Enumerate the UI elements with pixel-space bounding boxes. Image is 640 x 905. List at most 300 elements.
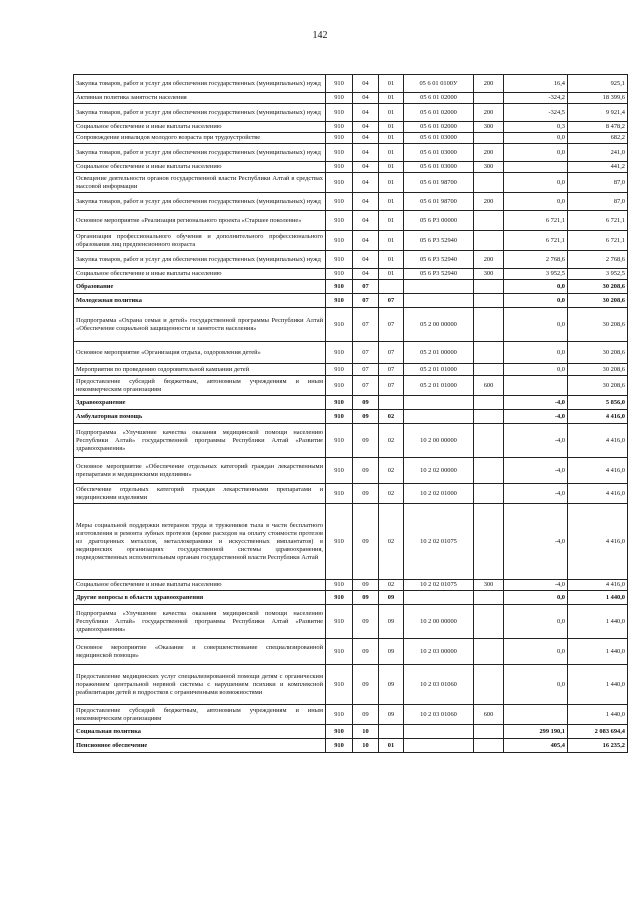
- section-code: 04: [353, 173, 379, 193]
- row-name: Социальная политика: [74, 725, 326, 739]
- subsection-code: 09: [379, 591, 404, 605]
- ministry-code: 910: [326, 211, 353, 231]
- ministry-code: 910: [326, 144, 353, 162]
- subsection-code: 02: [379, 424, 404, 458]
- change-amount: 0,0: [504, 639, 568, 665]
- row-name: Другие вопросы в области здравоохранения: [74, 591, 326, 605]
- change-amount: -4,0: [504, 504, 568, 580]
- target-article-code: 05 2 00 00000: [404, 308, 474, 342]
- subsection-code: 01: [379, 211, 404, 231]
- expense-type-code: [474, 93, 504, 104]
- target-article-code: 05 2 01 01000: [404, 364, 474, 376]
- section-code: 07: [353, 280, 379, 294]
- expense-type-code: 200: [474, 75, 504, 93]
- target-article-code: [404, 410, 474, 424]
- ministry-code: 910: [326, 251, 353, 269]
- change-amount: -4,0: [504, 410, 568, 424]
- section-code: 04: [353, 122, 379, 133]
- row-name: Основное мероприятие «Оказание и совершенствование специализированной медицинской помощи»: [74, 639, 326, 665]
- change-amount: 0,0: [504, 591, 568, 605]
- target-article-code: 05 6 P3 52940: [404, 251, 474, 269]
- subsection-code: 07: [379, 376, 404, 396]
- expense-type-code: [474, 458, 504, 484]
- ministry-code: 910: [326, 591, 353, 605]
- row-name: Основное мероприятие «Организация отдыха, оздоровления детей»: [74, 342, 326, 364]
- section-code: 07: [353, 294, 379, 308]
- target-article-code: 05 6 01 98700: [404, 193, 474, 211]
- ministry-code: 910: [326, 231, 353, 251]
- target-article-code: 05 6 01 03000: [404, 162, 474, 173]
- section-code: 09: [353, 591, 379, 605]
- ministry-code: 910: [326, 133, 353, 144]
- table-row: [74, 705, 628, 725]
- row-name: Подпрограмма «Охрана семьи и детей» государственной программы Республики Алтай «Обеспечение социальной защищенности и занятости населения»: [74, 308, 326, 342]
- page-number: 142: [312, 30, 328, 41]
- subsection-code: 02: [379, 580, 404, 591]
- subsection-code: 01: [379, 104, 404, 122]
- change-amount: 2 768,6: [504, 251, 568, 269]
- target-article-code: 05 6 01 02000: [404, 104, 474, 122]
- table-row: [74, 605, 628, 639]
- ministry-code: 910: [326, 705, 353, 725]
- total-amount: 2 768,6: [568, 251, 628, 269]
- ministry-code: 910: [326, 173, 353, 193]
- row-name: Социальное обеспечение и иные выплаты населению: [74, 580, 326, 591]
- row-name: Социальное обеспечение и иные выплаты населению: [74, 162, 326, 173]
- row-name: Предоставление медицинских услуг специализированной помощи детям с органическим поражением центральной нервной системы с нарушением психики и комплексной реабилитации детей и подростков с ограниченными возможностями: [74, 665, 326, 705]
- target-article-code: 10 2 03 01060: [404, 665, 474, 705]
- ministry-code: 910: [326, 308, 353, 342]
- expense-type-code: 300: [474, 269, 504, 280]
- section-code: 09: [353, 705, 379, 725]
- change-amount: -4,0: [504, 396, 568, 410]
- table-row: [74, 162, 628, 173]
- total-amount: 1 440,0: [568, 665, 628, 705]
- total-amount: 30 208,6: [568, 280, 628, 294]
- expense-type-code: [474, 342, 504, 364]
- table-row: [74, 308, 628, 342]
- section-code: 04: [353, 162, 379, 173]
- target-article-code: 10 2 03 00000: [404, 639, 474, 665]
- subsection-code: 01: [379, 193, 404, 211]
- subsection-code: 01: [379, 739, 404, 753]
- expense-type-code: 600: [474, 705, 504, 725]
- row-name: Основное мероприятие «Реализация регионального проекта «Старшее поколение»: [74, 211, 326, 231]
- total-amount: 6 721,1: [568, 211, 628, 231]
- total-amount: 4 416,0: [568, 424, 628, 458]
- subsection-code: 01: [379, 133, 404, 144]
- section-code: 07: [353, 376, 379, 396]
- section-code: 09: [353, 484, 379, 504]
- change-amount: 3 952,5: [504, 269, 568, 280]
- change-amount: 16,4: [504, 75, 568, 93]
- expense-type-code: 600: [474, 376, 504, 396]
- row-name: Подпрограмма «Улучшение качества оказания медицинской помощи населению Республики Алтай» государственной программы Республики Алтай «Развитие здравоохранения»: [74, 424, 326, 458]
- table-row: [74, 269, 628, 280]
- row-name: Здравоохранение: [74, 396, 326, 410]
- section-code: 09: [353, 396, 379, 410]
- table-row: [74, 639, 628, 665]
- section-code: 09: [353, 665, 379, 705]
- section-code: 04: [353, 144, 379, 162]
- section-code: 04: [353, 269, 379, 280]
- change-amount: -4,0: [504, 484, 568, 504]
- subsection-code: 07: [379, 308, 404, 342]
- total-amount: 6 721,1: [568, 231, 628, 251]
- total-amount: 682,2: [568, 133, 628, 144]
- table-row: [74, 410, 628, 424]
- change-amount: [504, 376, 568, 396]
- total-amount: 30 208,6: [568, 376, 628, 396]
- total-amount: 5 856,0: [568, 396, 628, 410]
- ministry-code: 910: [326, 639, 353, 665]
- total-amount: 87,0: [568, 173, 628, 193]
- change-amount: 0,3: [504, 122, 568, 133]
- change-amount: [504, 162, 568, 173]
- change-amount: 6 721,1: [504, 231, 568, 251]
- row-name: Освещение деятельности органов государственной власти Республики Алтай в средствах массовой информации: [74, 173, 326, 193]
- change-amount: 0,0: [504, 133, 568, 144]
- change-amount: 0,0: [504, 280, 568, 294]
- subsection-code: 07: [379, 364, 404, 376]
- total-amount: 1 440,0: [568, 705, 628, 725]
- expense-type-code: [474, 211, 504, 231]
- change-amount: -324,5: [504, 104, 568, 122]
- ministry-code: 910: [326, 484, 353, 504]
- ministry-code: 910: [326, 725, 353, 739]
- total-amount: 3 952,5: [568, 269, 628, 280]
- expense-type-code: [474, 504, 504, 580]
- expense-type-code: [474, 133, 504, 144]
- total-amount: 2 083 694,4: [568, 725, 628, 739]
- row-name: Образование: [74, 280, 326, 294]
- subsection-code: 01: [379, 251, 404, 269]
- section-code: 10: [353, 725, 379, 739]
- subsection-code: 09: [379, 639, 404, 665]
- expense-type-code: 200: [474, 104, 504, 122]
- change-amount: 0,0: [504, 308, 568, 342]
- section-code: 04: [353, 193, 379, 211]
- row-name: Социальное обеспечение и иные выплаты населению: [74, 269, 326, 280]
- subsection-code: 02: [379, 410, 404, 424]
- total-amount: 30 208,6: [568, 294, 628, 308]
- section-code: 04: [353, 231, 379, 251]
- section-code: 09: [353, 458, 379, 484]
- change-amount: 0,0: [504, 605, 568, 639]
- subsection-code: 01: [379, 162, 404, 173]
- section-code: 09: [353, 605, 379, 639]
- section-code: 10: [353, 739, 379, 753]
- target-article-code: 05 6 01 03000: [404, 133, 474, 144]
- expense-type-code: [474, 639, 504, 665]
- target-article-code: [404, 294, 474, 308]
- target-article-code: 05 6 01 0100У: [404, 75, 474, 93]
- total-amount: 4 416,0: [568, 458, 628, 484]
- expense-type-code: 300: [474, 580, 504, 591]
- ministry-code: 910: [326, 396, 353, 410]
- total-amount: 1 440,0: [568, 605, 628, 639]
- total-amount: 87,0: [568, 193, 628, 211]
- table-row: [74, 665, 628, 705]
- row-name: Мероприятия по проведению оздоровительной кампании детей: [74, 364, 326, 376]
- table-row: [74, 211, 628, 231]
- total-amount: 441,2: [568, 162, 628, 173]
- subsection-code: 01: [379, 75, 404, 93]
- table-row: [74, 93, 628, 104]
- target-article-code: 10 2 02 01075: [404, 580, 474, 591]
- ministry-code: 910: [326, 75, 353, 93]
- total-amount: 30 208,6: [568, 342, 628, 364]
- ministry-code: 910: [326, 424, 353, 458]
- row-name: Закупка товаров, работ и услуг для обеспечения государственных (муниципальных) нужд: [74, 193, 326, 211]
- section-code: 04: [353, 93, 379, 104]
- target-article-code: 05 6 01 03000: [404, 144, 474, 162]
- total-amount: 4 416,0: [568, 484, 628, 504]
- ministry-code: 910: [326, 280, 353, 294]
- target-article-code: 05 2 01 00000: [404, 342, 474, 364]
- table-row: [74, 280, 628, 294]
- ministry-code: 910: [326, 580, 353, 591]
- expense-type-code: [474, 410, 504, 424]
- ministry-code: 910: [326, 269, 353, 280]
- ministry-code: 910: [326, 342, 353, 364]
- target-article-code: [404, 739, 474, 753]
- expense-type-code: 200: [474, 251, 504, 269]
- row-name: Предоставление субсидий бюджетным, автономным учреждениям и иным некоммерческим организациям: [74, 705, 326, 725]
- table-row: [74, 251, 628, 269]
- expense-type-code: [474, 231, 504, 251]
- subsection-code: 09: [379, 705, 404, 725]
- target-article-code: 10 2 00 00000: [404, 605, 474, 639]
- change-amount: -324,2: [504, 93, 568, 104]
- row-name: Подпрограмма «Улучшение качества оказания медицинской помощи населению Республики Алтай» государственной программы Республики Алтай «Развитие здравоохранения»: [74, 605, 326, 639]
- expense-type-code: 200: [474, 193, 504, 211]
- section-code: 09: [353, 580, 379, 591]
- target-article-code: 10 2 00 00000: [404, 424, 474, 458]
- budget-table-body: [74, 75, 628, 753]
- target-article-code: 10 2 02 00000: [404, 458, 474, 484]
- row-name: Социальное обеспечение и иные выплаты населению: [74, 122, 326, 133]
- table-row: [74, 342, 628, 364]
- subsection-code: 01: [379, 144, 404, 162]
- table-row: [74, 725, 628, 739]
- section-code: 07: [353, 308, 379, 342]
- total-amount: 30 208,6: [568, 364, 628, 376]
- target-article-code: 05 2 01 01000: [404, 376, 474, 396]
- subsection-code: 01: [379, 173, 404, 193]
- change-amount: 6 721,1: [504, 211, 568, 231]
- table-row: [74, 504, 628, 580]
- table-row: [74, 193, 628, 211]
- row-name: Сопровождение инвалидов молодого возраста при трудоустройстве: [74, 133, 326, 144]
- subsection-code: 01: [379, 122, 404, 133]
- expense-type-code: 200: [474, 144, 504, 162]
- expense-type-code: [474, 364, 504, 376]
- section-code: 04: [353, 211, 379, 231]
- change-amount: -4,0: [504, 458, 568, 484]
- change-amount: 0,0: [504, 342, 568, 364]
- table-row: [74, 294, 628, 308]
- row-name: Меры социальной поддержки ветеранов труда и тружеников тыла в части бесплатного изготовления и ремонта зубных протезов (кроме расходов на оплату стоимости протезов из драгоценных металлов, металлокерамики и искусственных имплантатов) в медицинских организациях государственной системы здравоохранения, подведомственных исполнительным органам государственной власти Республики Алтай: [74, 504, 326, 580]
- total-amount: 16 235,2: [568, 739, 628, 753]
- total-amount: 9 921,4: [568, 104, 628, 122]
- change-amount: 405,4: [504, 739, 568, 753]
- total-amount: 1 440,0: [568, 591, 628, 605]
- ministry-code: 910: [326, 605, 353, 639]
- total-amount: 4 416,0: [568, 410, 628, 424]
- row-name: Основное мероприятие «Обеспечение отдельных категорий граждан лекарственными препаратами и медицинскими изделиями»: [74, 458, 326, 484]
- total-amount: 925,1: [568, 75, 628, 93]
- row-name: Обеспечение отдельных категорий граждан лекарственными препаратами и медицинскими изделиями: [74, 484, 326, 504]
- table-row: [74, 580, 628, 591]
- table-row: [74, 484, 628, 504]
- table-row: [74, 364, 628, 376]
- table-row: [74, 122, 628, 133]
- section-code: 04: [353, 133, 379, 144]
- budget-table: [73, 74, 628, 753]
- ministry-code: 910: [326, 104, 353, 122]
- ministry-code: 910: [326, 410, 353, 424]
- expense-type-code: [474, 484, 504, 504]
- table-row: [74, 104, 628, 122]
- target-article-code: 05 6 01 98700: [404, 173, 474, 193]
- expense-type-code: [474, 424, 504, 458]
- total-amount: 30 208,6: [568, 308, 628, 342]
- section-code: 09: [353, 639, 379, 665]
- table-row: [74, 424, 628, 458]
- expense-type-code: [474, 294, 504, 308]
- expense-type-code: [474, 396, 504, 410]
- total-amount: 18 399,6: [568, 93, 628, 104]
- target-article-code: 05 6 P3 00000: [404, 211, 474, 231]
- row-name: Закупка товаров, работ и услуг для обеспечения государственных (муниципальных) нужд: [74, 75, 326, 93]
- row-name: Предоставление субсидий бюджетным, автономным учреждениям и иным некоммерческим организациям: [74, 376, 326, 396]
- ministry-code: 910: [326, 122, 353, 133]
- subsection-code: [379, 280, 404, 294]
- target-article-code: 10 2 02 01000: [404, 484, 474, 504]
- target-article-code: 05 6 P3 52940: [404, 231, 474, 251]
- section-code: 09: [353, 424, 379, 458]
- table-row: [74, 591, 628, 605]
- ministry-code: 910: [326, 364, 353, 376]
- table-row: [74, 458, 628, 484]
- subsection-code: [379, 396, 404, 410]
- section-code: 04: [353, 75, 379, 93]
- subsection-code: 02: [379, 504, 404, 580]
- ministry-code: 910: [326, 376, 353, 396]
- subsection-code: 02: [379, 484, 404, 504]
- table-row: [74, 75, 628, 93]
- row-name: Закупка товаров, работ и услуг для обеспечения государственных (муниципальных) нужд: [74, 104, 326, 122]
- target-article-code: [404, 396, 474, 410]
- expense-type-code: 300: [474, 162, 504, 173]
- change-amount: 0,0: [504, 364, 568, 376]
- subsection-code: 09: [379, 605, 404, 639]
- table-row: [74, 231, 628, 251]
- section-code: 09: [353, 504, 379, 580]
- change-amount: [504, 705, 568, 725]
- ministry-code: 910: [326, 504, 353, 580]
- table-row: [74, 376, 628, 396]
- expense-type-code: [474, 725, 504, 739]
- total-amount: 241,0: [568, 144, 628, 162]
- subsection-code: 07: [379, 342, 404, 364]
- change-amount: 299 190,1: [504, 725, 568, 739]
- table-row: [74, 739, 628, 753]
- change-amount: 0,0: [504, 193, 568, 211]
- section-code: 04: [353, 104, 379, 122]
- target-article-code: 10 2 03 01060: [404, 705, 474, 725]
- ministry-code: 910: [326, 93, 353, 104]
- target-article-code: 05 6 01 02000: [404, 93, 474, 104]
- subsection-code: 09: [379, 665, 404, 705]
- expense-type-code: [474, 665, 504, 705]
- ministry-code: 910: [326, 739, 353, 753]
- change-amount: 0,0: [504, 665, 568, 705]
- table-row: [74, 144, 628, 162]
- change-amount: -4,0: [504, 424, 568, 458]
- subsection-code: 07: [379, 294, 404, 308]
- table-row: [74, 173, 628, 193]
- expense-type-code: [474, 591, 504, 605]
- subsection-code: 01: [379, 269, 404, 280]
- total-amount: 1 440,0: [568, 639, 628, 665]
- row-name: Закупка товаров, работ и услуг для обеспечения государственных (муниципальных) нужд: [74, 251, 326, 269]
- expense-type-code: [474, 173, 504, 193]
- change-amount: 0,0: [504, 294, 568, 308]
- subsection-code: 02: [379, 458, 404, 484]
- total-amount: 4 416,0: [568, 580, 628, 591]
- total-amount: 4 416,0: [568, 504, 628, 580]
- ministry-code: 910: [326, 193, 353, 211]
- section-code: 07: [353, 364, 379, 376]
- row-name: Активная политика занятости населения: [74, 93, 326, 104]
- expense-type-code: [474, 605, 504, 639]
- section-code: 04: [353, 251, 379, 269]
- expense-type-code: 300: [474, 122, 504, 133]
- expense-type-code: [474, 308, 504, 342]
- row-name: Организация профессионального обучения и дополнительного профессионального образования лиц предпенсионного возраста: [74, 231, 326, 251]
- section-code: 07: [353, 342, 379, 364]
- target-article-code: [404, 280, 474, 294]
- change-amount: 0,0: [504, 144, 568, 162]
- subsection-code: 01: [379, 93, 404, 104]
- row-name: Пенсионное обеспечение: [74, 739, 326, 753]
- ministry-code: 910: [326, 458, 353, 484]
- expense-type-code: [474, 739, 504, 753]
- table-row: [74, 133, 628, 144]
- expense-type-code: [474, 280, 504, 294]
- total-amount: 8 478,2: [568, 122, 628, 133]
- target-article-code: [404, 725, 474, 739]
- row-name: Молодежная политика: [74, 294, 326, 308]
- ministry-code: 910: [326, 162, 353, 173]
- target-article-code: 05 6 01 02000: [404, 122, 474, 133]
- section-code: 09: [353, 410, 379, 424]
- ministry-code: 910: [326, 294, 353, 308]
- change-amount: -4,0: [504, 580, 568, 591]
- target-article-code: 10 2 02 01075: [404, 504, 474, 580]
- target-article-code: 05 6 P3 52940: [404, 269, 474, 280]
- table-row: [74, 396, 628, 410]
- row-name: Закупка товаров, работ и услуг для обеспечения государственных (муниципальных) нужд: [74, 144, 326, 162]
- row-name: Амбулаторная помощь: [74, 410, 326, 424]
- ministry-code: 910: [326, 665, 353, 705]
- change-amount: 0,0: [504, 173, 568, 193]
- subsection-code: [379, 725, 404, 739]
- subsection-code: 01: [379, 231, 404, 251]
- target-article-code: [404, 591, 474, 605]
